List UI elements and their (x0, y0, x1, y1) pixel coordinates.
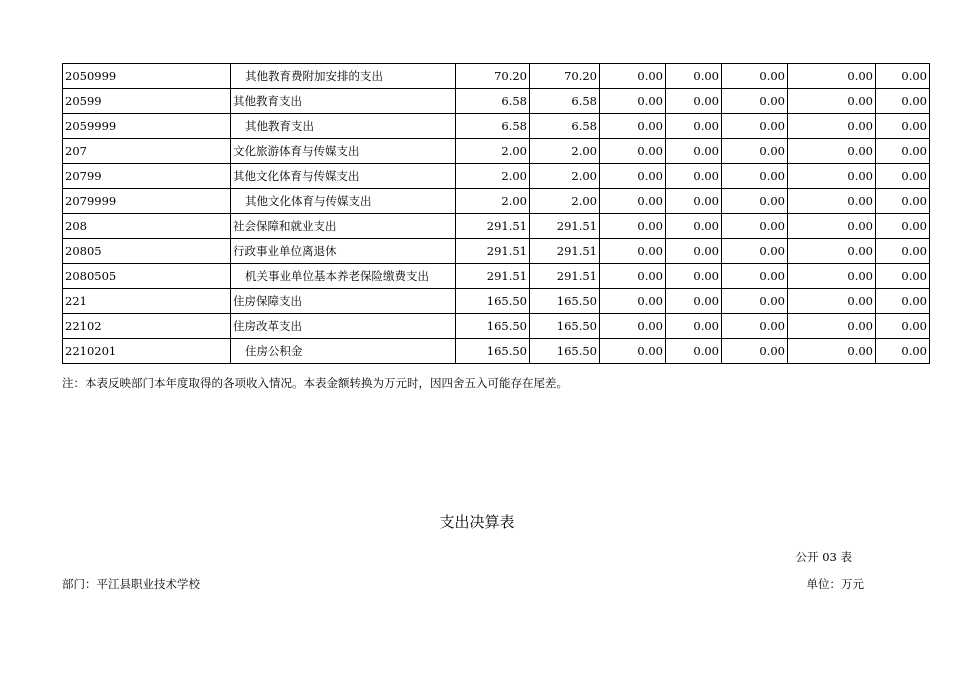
amount-cell: 0.00 (600, 164, 666, 189)
subject-name: 其他文化体育与传媒支出 (231, 189, 456, 214)
table-row (63, 139, 930, 164)
amount-cell: 2.00 (530, 164, 600, 189)
amount-cell: 0.00 (876, 339, 930, 364)
amount-cell: 0.00 (600, 64, 666, 89)
amount-cell: 0.00 (722, 89, 788, 114)
table-row (63, 164, 930, 189)
amount-cell: 291.51 (530, 239, 600, 264)
amount-cell: 0.00 (876, 114, 930, 139)
amount-cell: 0.00 (666, 89, 722, 114)
income-table (62, 63, 930, 364)
amount-cell: 291.51 (456, 214, 530, 239)
amount-cell: 0.00 (876, 189, 930, 214)
amount-cell: 6.58 (530, 114, 600, 139)
subject-name: 文化旅游体育与传媒支出 (231, 139, 456, 164)
amount-cell: 0.00 (722, 114, 788, 139)
amount-cell: 0.00 (600, 89, 666, 114)
subject-name: 其他教育支出 (231, 89, 456, 114)
amount-cell: 0.00 (666, 164, 722, 189)
amount-cell: 0.00 (600, 239, 666, 264)
amount-cell: 0.00 (666, 189, 722, 214)
subject-code: 2050999 (63, 64, 231, 89)
table-row (63, 289, 930, 314)
amount-cell: 165.50 (530, 314, 600, 339)
department-label: 部门：平江县职业技术学校 (62, 577, 200, 591)
table-row (63, 114, 930, 139)
amount-cell: 0.00 (876, 89, 930, 114)
subject-name: 住房保障支出 (231, 289, 456, 314)
amount-cell: 0.00 (876, 264, 930, 289)
amount-cell: 0.00 (788, 189, 876, 214)
subject-code: 207 (63, 139, 231, 164)
table-note: 注：本表反映部门本年度取得的各项收入情况。本表金额转换为万元时，因四舍五入可能存在尾差。 (62, 376, 568, 390)
amount-cell: 0.00 (666, 339, 722, 364)
subject-name: 其他教育费附加安排的支出 (231, 64, 456, 89)
table-row (63, 339, 930, 364)
table-row (63, 189, 930, 214)
amount-cell: 0.00 (788, 314, 876, 339)
amount-cell: 0.00 (600, 114, 666, 139)
amount-cell: 0.00 (788, 214, 876, 239)
subject-name: 机关事业单位基本养老保险缴费支出 (231, 264, 456, 289)
amount-cell: 0.00 (666, 214, 722, 239)
amount-cell: 0.00 (722, 189, 788, 214)
amount-cell: 0.00 (600, 314, 666, 339)
table-row (63, 264, 930, 289)
amount-cell: 0.00 (600, 339, 666, 364)
amount-cell: 2.00 (530, 139, 600, 164)
amount-cell: 2.00 (530, 189, 600, 214)
amount-cell: 0.00 (666, 114, 722, 139)
amount-cell: 0.00 (722, 264, 788, 289)
subject-name: 住房改革支出 (231, 314, 456, 339)
subject-code: 22102 (63, 314, 231, 339)
amount-cell: 0.00 (876, 214, 930, 239)
amount-cell: 291.51 (530, 264, 600, 289)
amount-cell: 0.00 (876, 289, 930, 314)
amount-cell: 165.50 (456, 314, 530, 339)
amount-cell: 0.00 (666, 289, 722, 314)
amount-cell: 0.00 (876, 64, 930, 89)
amount-cell: 0.00 (788, 239, 876, 264)
subject-code: 2079999 (63, 189, 231, 214)
table-body (63, 64, 930, 364)
amount-cell: 2.00 (456, 189, 530, 214)
amount-cell: 6.58 (530, 89, 600, 114)
amount-cell: 165.50 (530, 339, 600, 364)
amount-cell: 6.58 (456, 114, 530, 139)
amount-cell: 70.20 (456, 64, 530, 89)
amount-cell: 0.00 (788, 139, 876, 164)
amount-cell: 0.00 (600, 264, 666, 289)
amount-cell: 0.00 (722, 139, 788, 164)
subject-name: 社会保障和就业支出 (231, 214, 456, 239)
subject-code: 20799 (63, 164, 231, 189)
amount-cell: 0.00 (788, 64, 876, 89)
amount-cell: 0.00 (666, 314, 722, 339)
amount-cell: 0.00 (722, 339, 788, 364)
subject-code: 20599 (63, 89, 231, 114)
subject-name: 住房公积金 (231, 339, 456, 364)
subject-code: 2080505 (63, 264, 231, 289)
section-title: 支出决算表 (439, 513, 515, 531)
amount-cell: 0.00 (600, 189, 666, 214)
amount-cell: 0.00 (876, 164, 930, 189)
amount-cell: 70.20 (530, 64, 600, 89)
subject-code: 221 (63, 289, 231, 314)
subject-code: 2210201 (63, 339, 231, 364)
amount-cell: 0.00 (666, 139, 722, 164)
amount-cell: 291.51 (456, 239, 530, 264)
table-row (63, 314, 930, 339)
amount-cell: 0.00 (876, 314, 930, 339)
amount-cell: 0.00 (722, 239, 788, 264)
amount-cell: 0.00 (600, 289, 666, 314)
amount-cell: 291.51 (530, 214, 600, 239)
amount-cell: 0.00 (788, 339, 876, 364)
amount-cell: 0.00 (876, 239, 930, 264)
table-row (63, 214, 930, 239)
form-number: 公开 03 表 (795, 550, 852, 564)
subject-code: 2059999 (63, 114, 231, 139)
amount-cell: 165.50 (530, 289, 600, 314)
table-row (63, 239, 930, 264)
amount-cell: 0.00 (876, 139, 930, 164)
amount-cell: 165.50 (456, 289, 530, 314)
amount-cell: 0.00 (722, 314, 788, 339)
subject-name: 其他教育支出 (231, 114, 456, 139)
amount-cell: 0.00 (722, 164, 788, 189)
amount-cell: 0.00 (788, 164, 876, 189)
subject-code: 20805 (63, 239, 231, 264)
amount-cell: 291.51 (456, 264, 530, 289)
amount-cell: 0.00 (788, 114, 876, 139)
subject-name: 其他文化体育与传媒支出 (231, 164, 456, 189)
amount-cell: 0.00 (666, 264, 722, 289)
amount-cell: 165.50 (456, 339, 530, 364)
amount-cell: 0.00 (600, 139, 666, 164)
amount-cell: 0.00 (722, 214, 788, 239)
amount-cell: 0.00 (666, 239, 722, 264)
amount-cell: 0.00 (600, 214, 666, 239)
amount-cell: 0.00 (722, 64, 788, 89)
subject-code: 208 (63, 214, 231, 239)
table-row (63, 64, 930, 89)
table-row (63, 89, 930, 114)
amount-cell: 0.00 (722, 289, 788, 314)
amount-cell: 2.00 (456, 139, 530, 164)
amount-cell: 0.00 (788, 89, 876, 114)
unit-label: 单位：万元 (806, 577, 864, 591)
subject-name: 行政事业单位离退休 (231, 239, 456, 264)
amount-cell: 2.00 (456, 164, 530, 189)
amount-cell: 0.00 (788, 289, 876, 314)
amount-cell: 0.00 (788, 264, 876, 289)
amount-cell: 6.58 (456, 89, 530, 114)
amount-cell: 0.00 (666, 64, 722, 89)
